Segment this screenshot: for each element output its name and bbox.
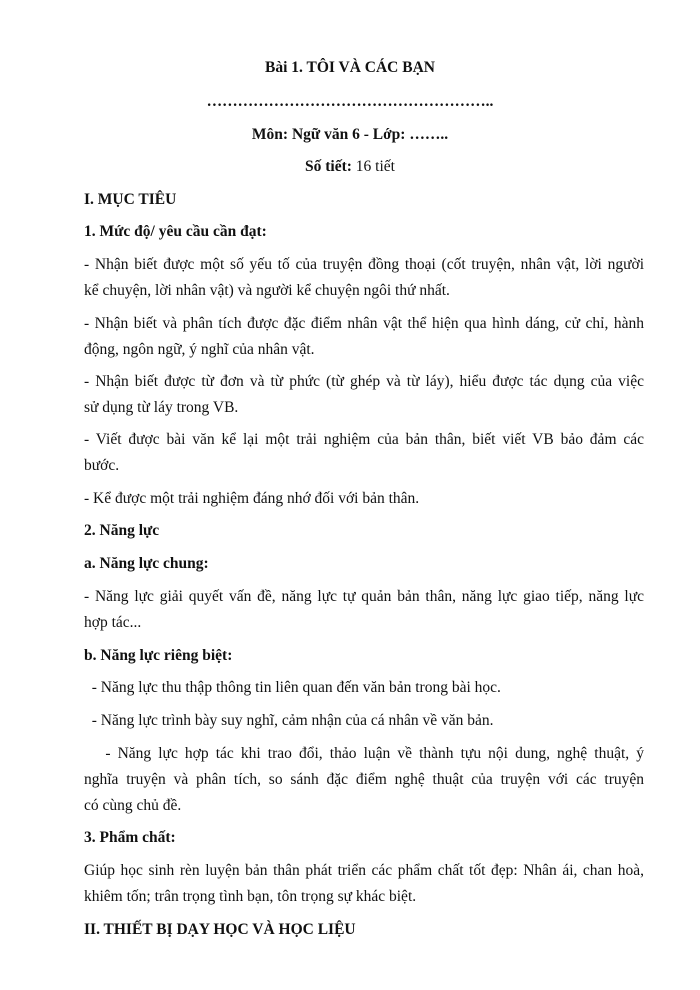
section-heading-objectives: I. MỤC TIÊU	[84, 191, 177, 208]
subheading-general-competencies: a. Năng lực chung:	[84, 555, 209, 572]
requirement-item-1-line-1: - Nhận biết được một số yếu tố của truyện đồng thoại (cốt truyện, nhân vật, lời người	[84, 256, 644, 273]
lesson-title: Bài 1. TÔI VÀ CÁC BẠN	[265, 59, 435, 76]
qualities-line-2: khiêm tốn; trân trọng tình bạn, tôn trọng sự khác biệt.	[84, 888, 417, 905]
periods-label: Số tiết:	[305, 158, 352, 175]
requirement-item-2-line-1: - Nhận biết và phân tích được đặc điểm nhân vật thể hiện qua hình dáng, cử chỉ, hành	[84, 315, 644, 332]
section-heading-equipment: II. THIẾT BỊ DẠY HỌC VÀ HỌC LIỆU	[84, 921, 356, 938]
dotted-placeholder: ………………………………………………..	[206, 93, 494, 110]
requirement-item-2-line-2: động, ngôn ngữ, ý nghĩ của nhân vật.	[84, 341, 315, 358]
subheading-requirements: 1. Mức độ/ yêu cầu cần đạt:	[84, 223, 267, 240]
subheading-specific-competencies: b. Năng lực riêng biệt:	[84, 647, 233, 664]
requirement-item-3-line-2: sử dụng từ láy trong VB.	[84, 399, 239, 416]
specific-competency-3-line-1: - Năng lực hợp tác khi trao đổi, thảo luận về thành tựu nội dung, nghệ thuật, ý	[84, 745, 645, 762]
subheading-qualities: 3. Phẩm chất:	[84, 829, 176, 846]
requirement-item-4-line-1: - Viết được bài văn kể lại một trải nghiệm của bản thân, biết viết VB bảo đảm các	[84, 431, 644, 448]
requirement-item-1-line-2: kể chuyện, lời nhân vật) và người kể chuyện ngôi thứ nhất.	[84, 282, 450, 299]
specific-competency-2: - Năng lực trình bày suy nghĩ, cảm nhận của cá nhân về văn bản.	[84, 712, 494, 729]
specific-competency-3-line-2: nghĩa truyện và phân tích, so sánh đặc điểm nghệ thuật của truyện với các truyện	[84, 771, 644, 788]
requirement-item-5: - Kể được một trải nghiệm đáng nhớ đối với bản thân.	[84, 490, 420, 507]
requirement-item-4-line-2: bước.	[84, 457, 120, 474]
subheading-competencies: 2. Năng lực	[84, 522, 160, 539]
periods-line	[0, 157, 700, 177]
qualities-line-1: Giúp học sinh rèn luyện bản thân phát triển các phẩm chất tốt đẹp: Nhân ái, chan hoà,	[84, 862, 644, 879]
general-competencies-line-1: - Năng lực giải quyết vấn đề, năng lực tự quản bản thân, năng lực giao tiếp, năng lực	[84, 588, 644, 605]
specific-competency-3-line-3: có cùng chủ đề.	[84, 797, 182, 814]
periods-value: 16 tiết	[351, 158, 395, 175]
specific-competency-1: - Năng lực thu thập thông tin liên quan đến văn bản trong bài học.	[84, 679, 501, 696]
requirement-item-3-line-1: - Nhận biết được từ đơn và từ phức (từ ghép và từ láy), hiểu được tác dụng của việc	[84, 373, 644, 390]
subject-class-line: Môn: Ngữ văn 6 - Lớp: ……..	[251, 126, 449, 143]
general-competencies-line-2: hợp tác...	[84, 614, 142, 631]
